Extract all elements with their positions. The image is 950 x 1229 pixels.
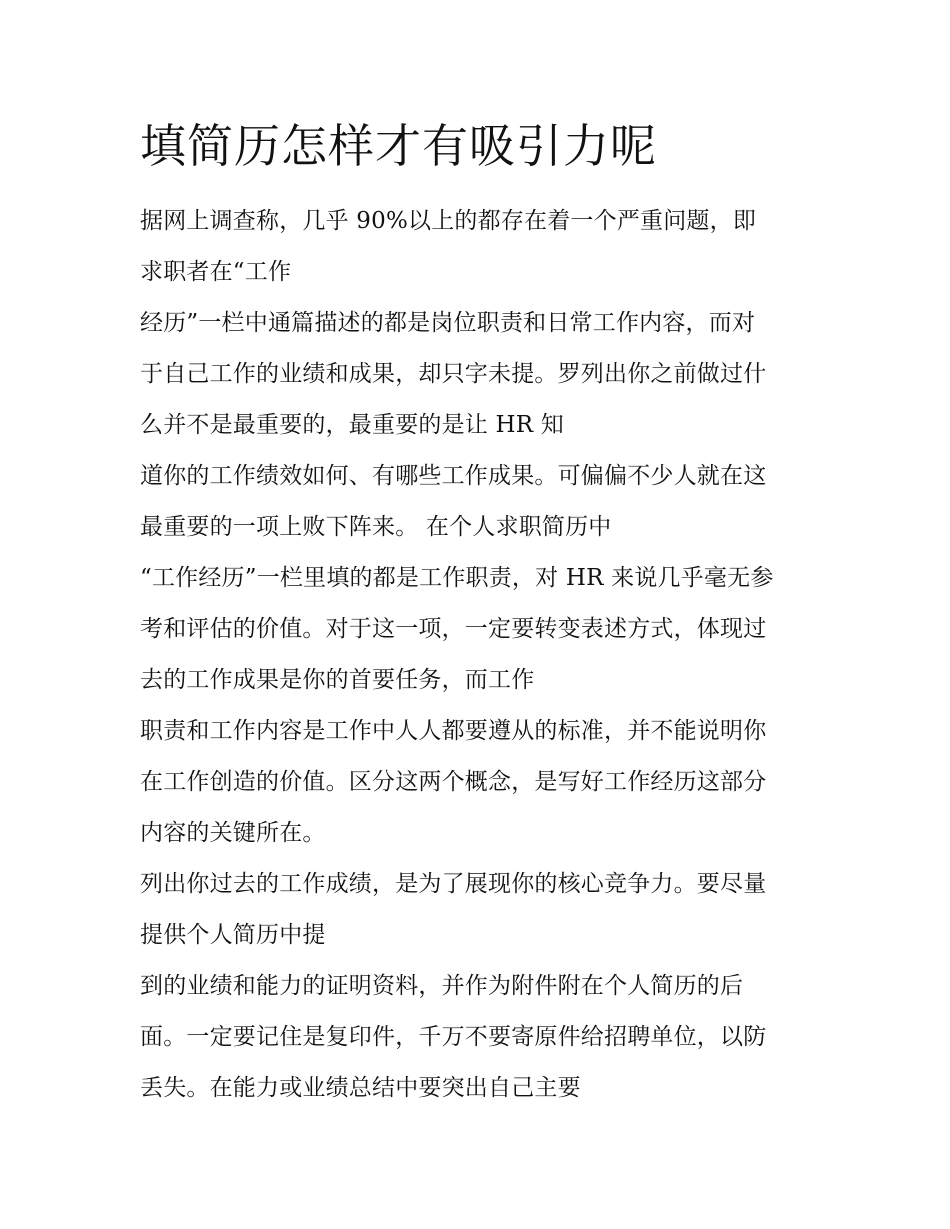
body-line: 求职者在“工作 (140, 259, 292, 285)
document-page (140, 110, 820, 1114)
body-line: 最重要的一项上败下阵来。 在个人求职简历中 (140, 514, 612, 540)
body-line: “工作经历”一栏里填的都是工作职责，对 HR 来说几乎毫无参 (140, 565, 774, 591)
body-line: 列出你过去的工作成绩，是为了展现你的核心竞争力。要尽量 (140, 871, 767, 897)
body-line: 内容的关键所在。 (140, 820, 326, 846)
body-line: 职责和工作内容是工作中人人都要遵从的标准，并不能说明你 (140, 718, 767, 744)
body-line: 在工作创造的价值。区分这两个概念，是写好工作经历这部分 (140, 769, 767, 795)
body-line: 于自己工作的业绩和成果，却只字未提。罗列出你之前做过什 (140, 361, 767, 387)
document-title: 填简历怎样才有吸引力呢 (140, 119, 657, 173)
body-line: 道你的工作绩效如何、有哪些工作成果。可偏偏不少人就在这 (140, 463, 767, 489)
body-line: 丢失。在能力或业绩总结中要突出自己主要 (140, 1075, 581, 1101)
body-line: 面。一定要记住是复印件，千万不要寄原件给招聘单位，以防 (140, 1024, 767, 1050)
body-line: 么并不是最重要的，最重要的是让 HR 知 (140, 412, 564, 438)
body-line: 据网上调查称，几乎 90%以上的都存在着一个严重问题，即 (140, 208, 757, 234)
body-line: 考和评估的价值。对于这一项，一定要转变表述方式，体现过 (140, 616, 767, 642)
body-line: 去的工作成果是你的首要任务，而工作 (140, 667, 535, 693)
document-body (140, 196, 820, 1114)
body-line: 经历”一栏中通篇描述的都是岗位职责和日常工作内容，而对 (140, 310, 756, 336)
body-line: 提供个人简历中提 (140, 922, 326, 948)
body-line: 到的业绩和能力的证明资料，并作为附件附在个人简历的后 (140, 973, 744, 999)
